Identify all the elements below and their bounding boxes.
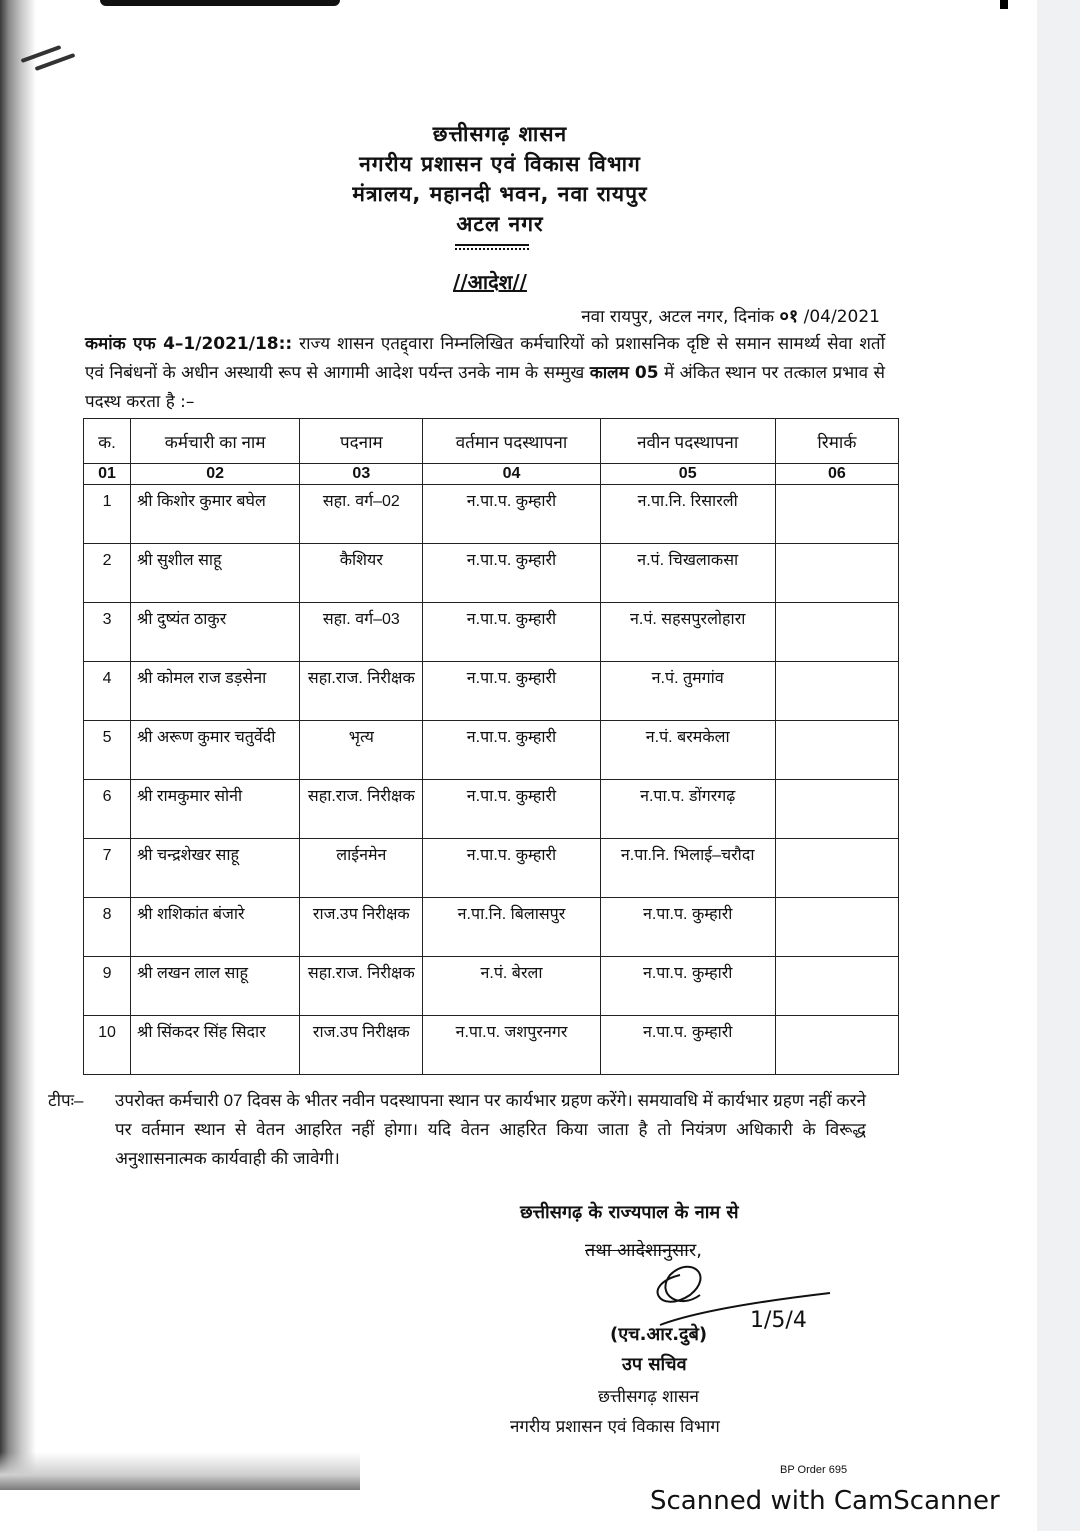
cell-new: न.पा.प. डोंगरगढ़ [600,780,775,839]
cell-sn: 6 [84,780,131,839]
note-text: उपरोक्त कर्मचारी 07 दिवस के भीतर नवीन पदस्थापना स्थान पर कार्यभार ग्रहण करेंगे। समयावधि में कार्यभार ग्रहण नहीं करने पर वर्तमान स्थान से वेतन आहरित नहीं होगा। यदि वेतन आहरित किया जाता है तो नियंत्रण अधिकारी के विरूद्ध अनुशासनात्मक कार्यवाही की जावेगी। [115,1091,866,1168]
header-line-3: मंत्रालय, महानदी भवन, नवा रायपुर [352,182,648,206]
cell-current: न.पा.प. कुम्हारी [423,544,600,603]
header-line-4: अटल नगर [456,212,544,236]
cell-post: सहा.राज. निरीक्षक [300,780,423,839]
cell-sn: 10 [84,1016,131,1075]
col-number: 01 [84,464,131,485]
cell-new: न.पं. तुमगांव [600,662,775,721]
cell-remark [775,544,898,603]
cell-name: श्री अरूण कुमार चतुर्वेदी [131,721,300,780]
table-row [84,544,899,603]
date-place: नवा रायपुर, अटल नगर, दिनांक [581,307,775,327]
note-label: टीपः– [48,1091,84,1110]
col-header-new: नवीन पदस्थापना [600,419,775,464]
cell-remark [775,957,898,1016]
table-row [84,721,899,780]
cell-new: न.पं. सहसपुरलोहारा [600,603,775,662]
cell-post: भृत्य [300,721,423,780]
cell-sn: 9 [84,957,131,1016]
col-number: 02 [131,464,300,485]
cell-remark [775,721,898,780]
cell-new: न.पा.प. कुम्हारी [600,1016,775,1075]
cell-post: राज.उप निरीक्षक [300,898,423,957]
order-text-1: राज्य शासन एतद्द्वारा निम्नलिखित कर्मचारियों को प्रशासनिक दृष्टि से समान सामर्थ्य सेवा शर्तो एवं निबंधनों के अधीन अस्थायी रूप से आगामी आदेश पर्यन्त उनके नाम के सम्मुख [85,334,886,383]
signature-order-struck: तथा आदेशानुसा [585,1240,689,1261]
cell-remark [775,898,898,957]
table-row [84,839,899,898]
date-line [480,304,880,328]
scan-shadow [0,0,36,1490]
col-number: 04 [423,464,600,485]
table-row [84,662,899,721]
cell-post: सहा.राज. निरीक्षक [300,662,423,721]
cell-remark [775,839,898,898]
table-row [84,898,899,957]
cell-current: न.पा.प. जशपुरनगर [423,1016,600,1075]
col-number: 03 [300,464,423,485]
signature-date: 1/5/4 [750,1308,807,1333]
cell-new: न.पा.प. कुम्हारी [600,898,775,957]
cell-name: श्री रामकुमार सोनी [131,780,300,839]
signatory-department: नगरीय प्रशासन एवं विकास विभाग [510,1417,720,1437]
cell-post: लाईनमेन [300,839,423,898]
cell-current: न.पा.प. कुम्हारी [423,721,600,780]
col-number: 05 [600,464,775,485]
cell-remark [775,1016,898,1075]
col-header-remark: रिमार्क [775,419,898,464]
date-rest: /04/2021 [803,307,880,327]
cell-current: न.पा.प. कुम्हारी [423,839,600,898]
cell-remark [775,603,898,662]
cell-name: श्री लखन लाल साहू [131,957,300,1016]
col-header-sn: क. [84,419,131,464]
header-line-1: छत्तीसगढ़ शासन [432,122,568,146]
cell-current: न.पा.प. कुम्हारी [423,603,600,662]
col-header-post: पदनाम [300,419,423,464]
col-header-current: वर्तमान पदस्थापना [423,419,600,464]
cell-remark [775,780,898,839]
cell-new: न.पा.नि. रिसारली [600,485,775,544]
divider [455,244,529,250]
date-day: ०१ [779,306,799,327]
camscanner-watermark: Scanned with CamScanner [650,1486,1000,1516]
scan-edge [100,0,340,6]
order-reference: कमांक एफ 4–1/2021/18:: [85,334,293,354]
cell-sn: 2 [84,544,131,603]
cell-current: न.पा.प. कुम्हारी [423,662,600,721]
cell-name: श्री दुष्यंत ठाकुर [131,603,300,662]
cell-post: सहा.राज. निरीक्षक [300,957,423,1016]
cell-current: न.पा.नि. बिलासपुर [423,898,600,957]
cell-current: न.पं. बेरला [423,957,600,1016]
cell-name: श्री कोमल राज डड़सेना [131,662,300,721]
table-row [84,603,899,662]
cell-new: न.पं. चिखलाकसा [600,544,775,603]
cell-sn: 4 [84,662,131,721]
table-row [84,957,899,1016]
cell-current: न.पा.प. कुम्हारी [423,780,600,839]
cell-sn: 1 [84,485,131,544]
order-paragraph [85,330,885,417]
signatory-designation: उप सचिव [622,1354,687,1375]
signatory-name: (एच.आर.दुबे) [610,1324,708,1345]
cell-post: सहा. वर्ग–03 [300,603,423,662]
cell-new: न.पा.नि. भिलाई–चरौदा [600,839,775,898]
signatory-government: छत्तीसगढ़ शासन [598,1387,699,1407]
order-text-2: में अंकित स्थान पर तत्काल प्रभाव से पदस्थ करता है :– [85,363,886,412]
note [48,1086,866,1173]
cell-remark [775,662,898,721]
signature-authority: छत्तीसगढ़ के राज्यपाल के नाम से [520,1202,739,1223]
header-line-2: नगरीय प्रशासन एवं विकास विभाग [359,152,641,176]
table-row [84,485,899,544]
cell-current: न.पा.प. कुम्हारी [423,485,600,544]
table-row [84,1016,899,1075]
cell-post: सहा. वर्ग–02 [300,485,423,544]
cell-sn: 5 [84,721,131,780]
cell-new: न.पा.प. कुम्हारी [600,957,775,1016]
signature-order-end: र, [688,1240,702,1261]
cell-sn: 3 [84,603,131,662]
table-header-row [84,419,899,464]
cell-new: न.पं. बरमकेला [600,721,775,780]
bp-order-label: BP Order 695 [780,1464,848,1476]
viewer-background [1037,0,1080,1531]
col-header-name: कर्मचारी का नाम [131,419,300,464]
cell-post: राज.उप निरीक्षक [300,1016,423,1075]
table-row [84,780,899,839]
transfer-table [83,418,899,1075]
cell-name: श्री चन्द्रशेखर साहू [131,839,300,898]
cell-name: श्री किशोर कुमार बघेल [131,485,300,544]
order-title: //आदेश// [453,270,527,294]
col-number: 06 [775,464,898,485]
scan-shadow [0,1452,360,1490]
cell-post: कैशियर [300,544,423,603]
cell-sn: 7 [84,839,131,898]
cell-name: श्री शशिकांत बंजारे [131,898,300,957]
cell-name: श्री सिंकदर सिंह सिदार [131,1016,300,1075]
cell-sn: 8 [84,898,131,957]
table-number-row [84,464,899,485]
cell-remark [775,485,898,544]
scan-mark [1000,0,1008,9]
cell-name: श्री सुशील साहू [131,544,300,603]
order-column-ref: कालम 05 [589,363,659,383]
